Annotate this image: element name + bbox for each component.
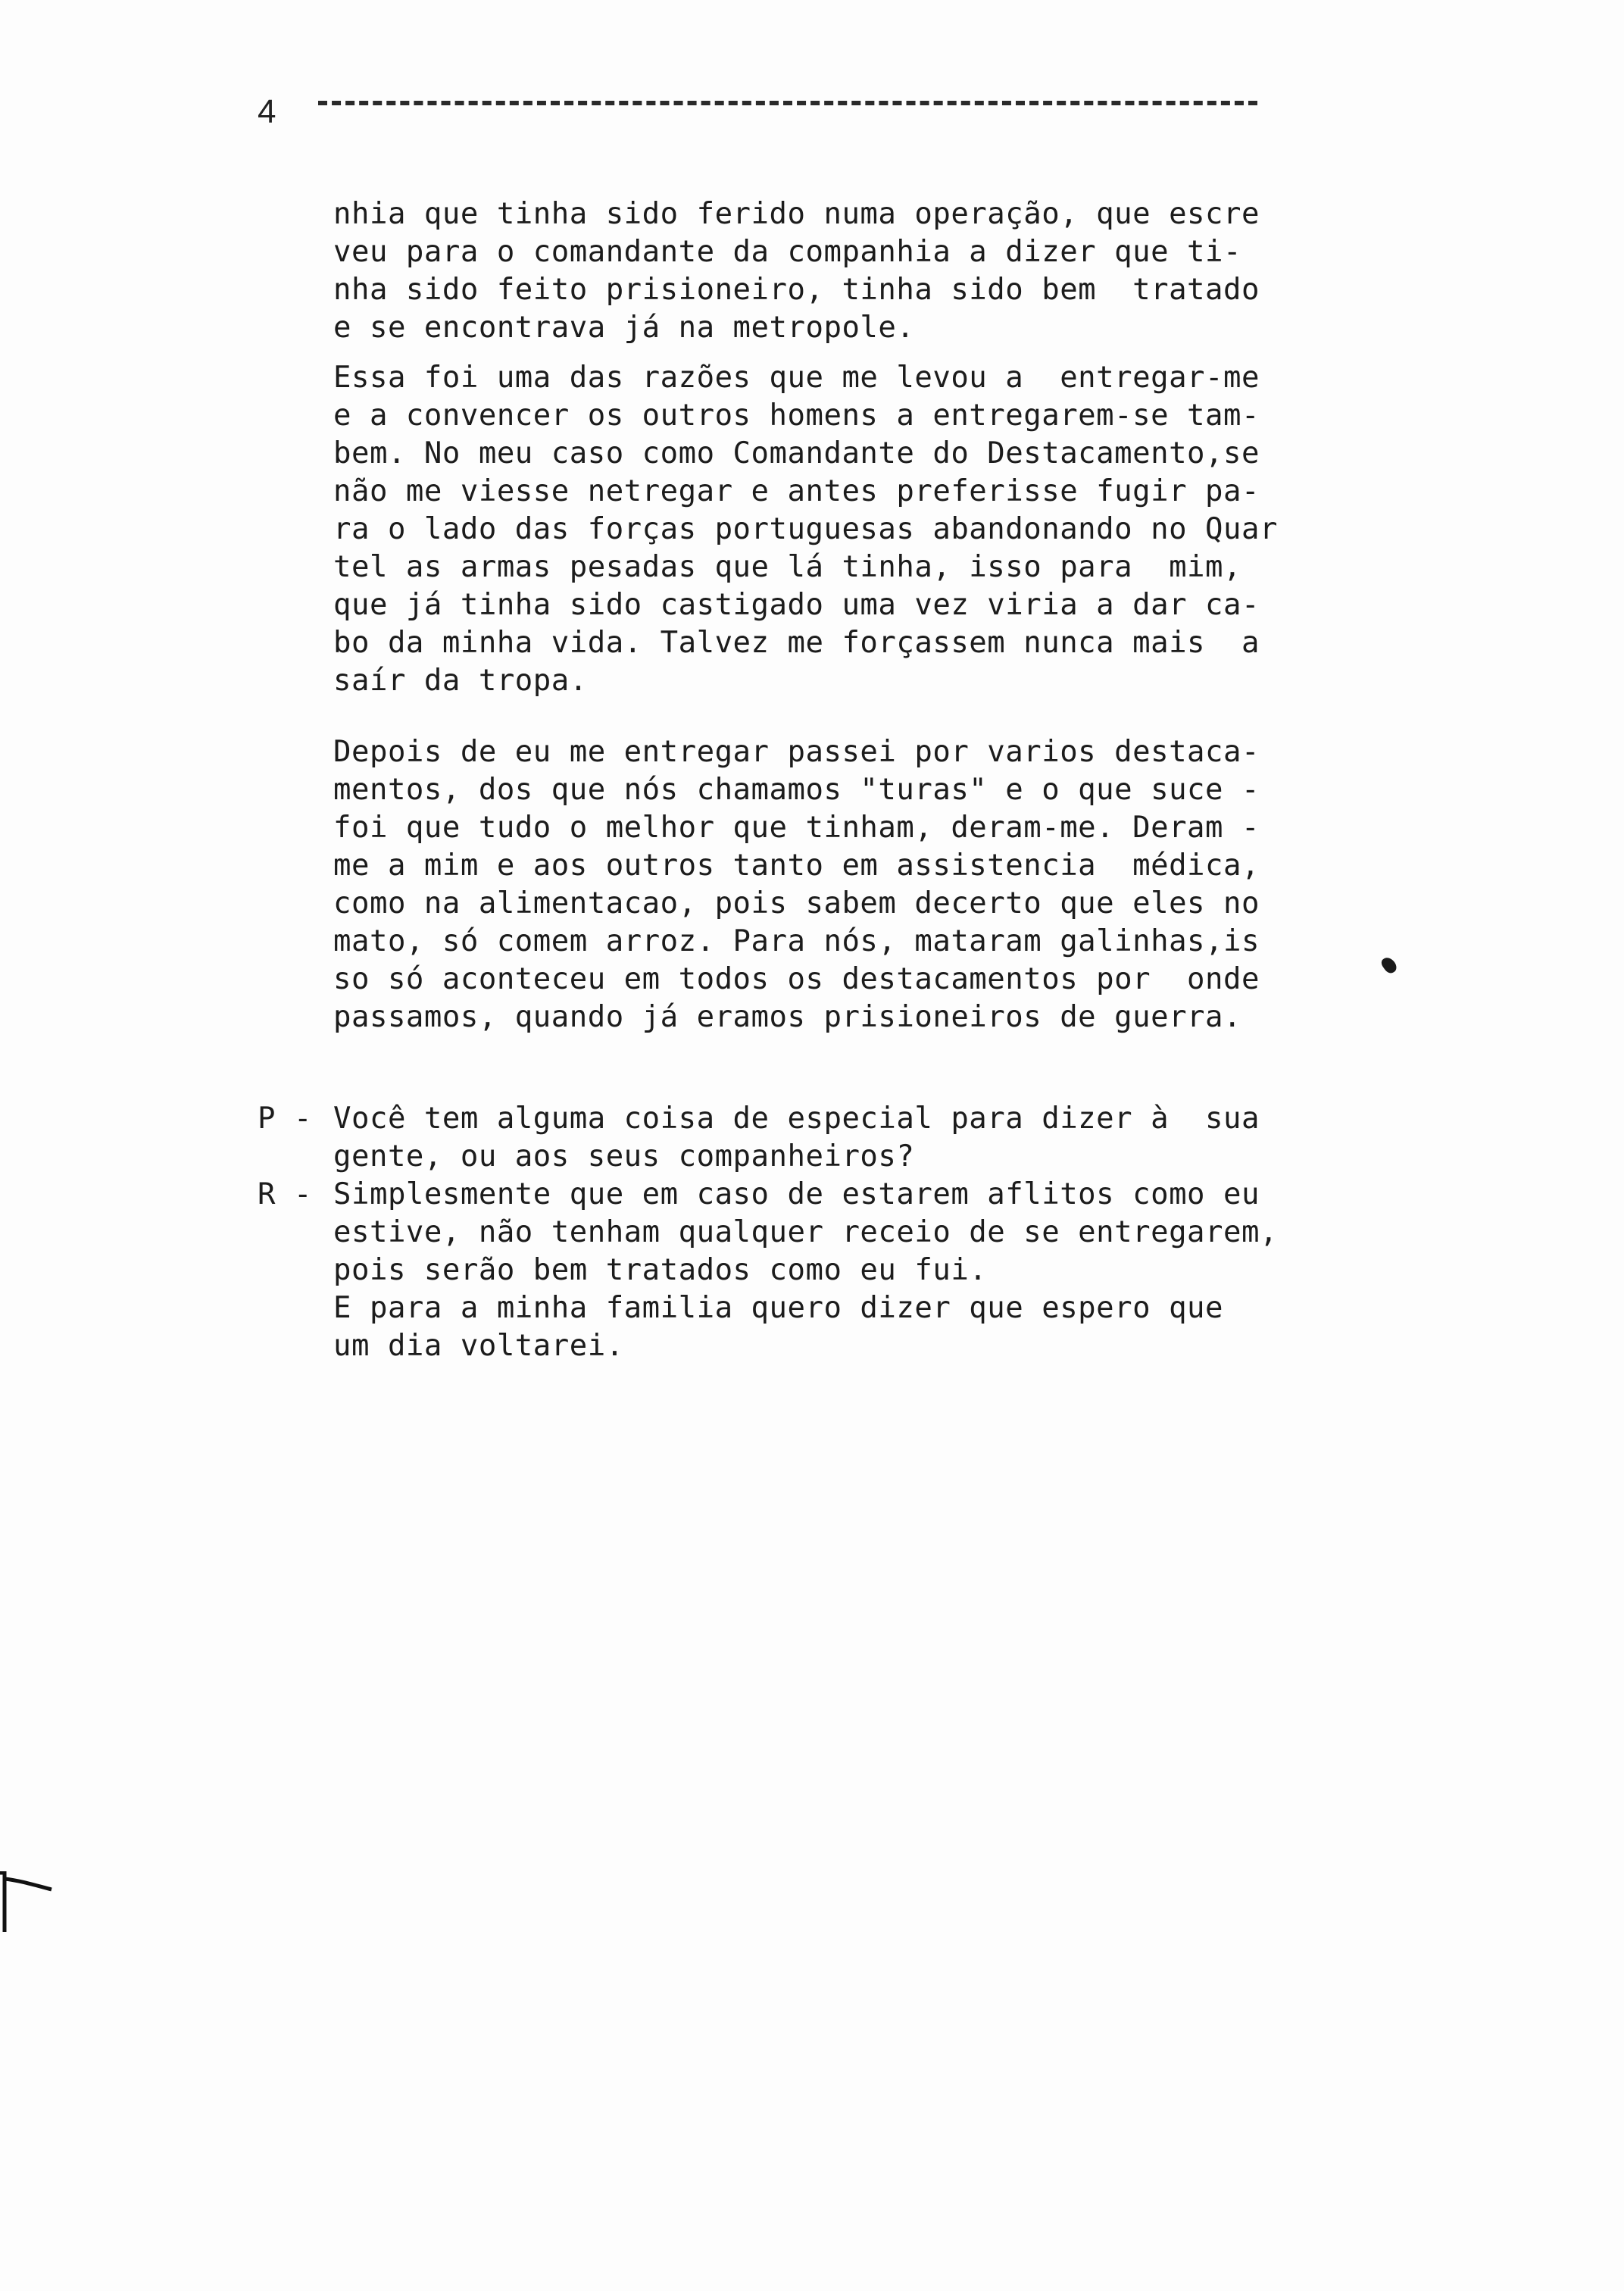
text-line: como na alimentacao, pois sabem decerto que eles no bbox=[333, 886, 1260, 920]
text-line: não me viesse netregar e antes preferisse fugir pa- bbox=[333, 474, 1260, 508]
text-line: nha sido feito prisioneiro, tinha sido bem tratado bbox=[333, 273, 1260, 307]
text-line: gente, ou aos seus companheiros? bbox=[333, 1139, 915, 1174]
text-line: so só aconteceu em todos os destacamentos por onde bbox=[333, 962, 1260, 996]
text-line: Depois de eu me entregar passei por varios destaca- bbox=[333, 735, 1260, 769]
answer-text bbox=[333, 1176, 1318, 1365]
text-line: mentos, dos que nós chamamos "turas" e o que suce - bbox=[333, 773, 1260, 807]
text-line: ra o lado das forças portuguesas abandonando no Quar bbox=[333, 512, 1278, 546]
question-item bbox=[258, 1100, 1318, 1176]
text-line: pois serão bem tratados como eu fui. bbox=[333, 1253, 988, 1287]
text-line: e a convencer os outros homens a entregarem-se tam- bbox=[333, 399, 1260, 433]
text-line: passamos, quando já eramos prisioneiros de guerra. bbox=[333, 1000, 1241, 1034]
text-line: e se encontrava já na metropole. bbox=[333, 311, 915, 345]
text-line: foi que tudo o melhor que tinham, deram-me. Deram - bbox=[333, 811, 1260, 845]
text-line: estive, não tenham qualquer receio de se entregarem, bbox=[333, 1215, 1278, 1249]
text-line: nhia que tinha sido ferido numa operação, que escre bbox=[333, 197, 1260, 231]
paragraph-1 bbox=[333, 195, 1295, 347]
binding-mark bbox=[0, 1871, 53, 1932]
body-text bbox=[333, 195, 1295, 1036]
text-line: veu para o comandante da companhia a dizer que ti- bbox=[333, 235, 1241, 269]
text-line: tel as armas pesadas que lá tinha, isso para mim, bbox=[333, 550, 1241, 584]
text-line: E para a minha familia quero dizer que espero que bbox=[333, 1291, 1224, 1325]
text-line: Você tem alguma coisa de especial para dizer à sua bbox=[333, 1102, 1260, 1136]
paragraph-2 bbox=[333, 359, 1295, 700]
question-text bbox=[333, 1100, 1318, 1176]
text-line: que já tinha sido castigado uma vez viria a dar ca- bbox=[333, 588, 1260, 622]
answer-item bbox=[258, 1176, 1318, 1365]
text-line: saír da tropa. bbox=[333, 664, 588, 698]
text-line: bem. No meu caso como Comandante do Destacamento,se bbox=[333, 436, 1260, 470]
answer-marker: R - bbox=[258, 1177, 312, 1211]
paragraph-3 bbox=[333, 733, 1295, 1036]
text-line: um dia voltarei. bbox=[333, 1329, 624, 1363]
text-line: Essa foi uma das razões que me levou a entregar-me bbox=[333, 361, 1260, 395]
text-line: mato, só comem arroz. Para nós, mataram galinhas,is bbox=[333, 924, 1260, 958]
header-dashed-rule bbox=[318, 101, 1257, 105]
question-marker: P - bbox=[258, 1102, 312, 1136]
interview-block bbox=[258, 1100, 1318, 1365]
page-header bbox=[258, 89, 1257, 135]
text-line: bo da minha vida. Talvez me forçassem nunca mais a bbox=[333, 626, 1260, 660]
text-line: me a mim e aos outros tanto em assistencia médica, bbox=[333, 849, 1260, 883]
ink-mark bbox=[1379, 955, 1399, 975]
text-line: Simplesmente que em caso de estarem aflitos como eu bbox=[333, 1177, 1260, 1211]
page-number: 4 bbox=[258, 93, 276, 130]
